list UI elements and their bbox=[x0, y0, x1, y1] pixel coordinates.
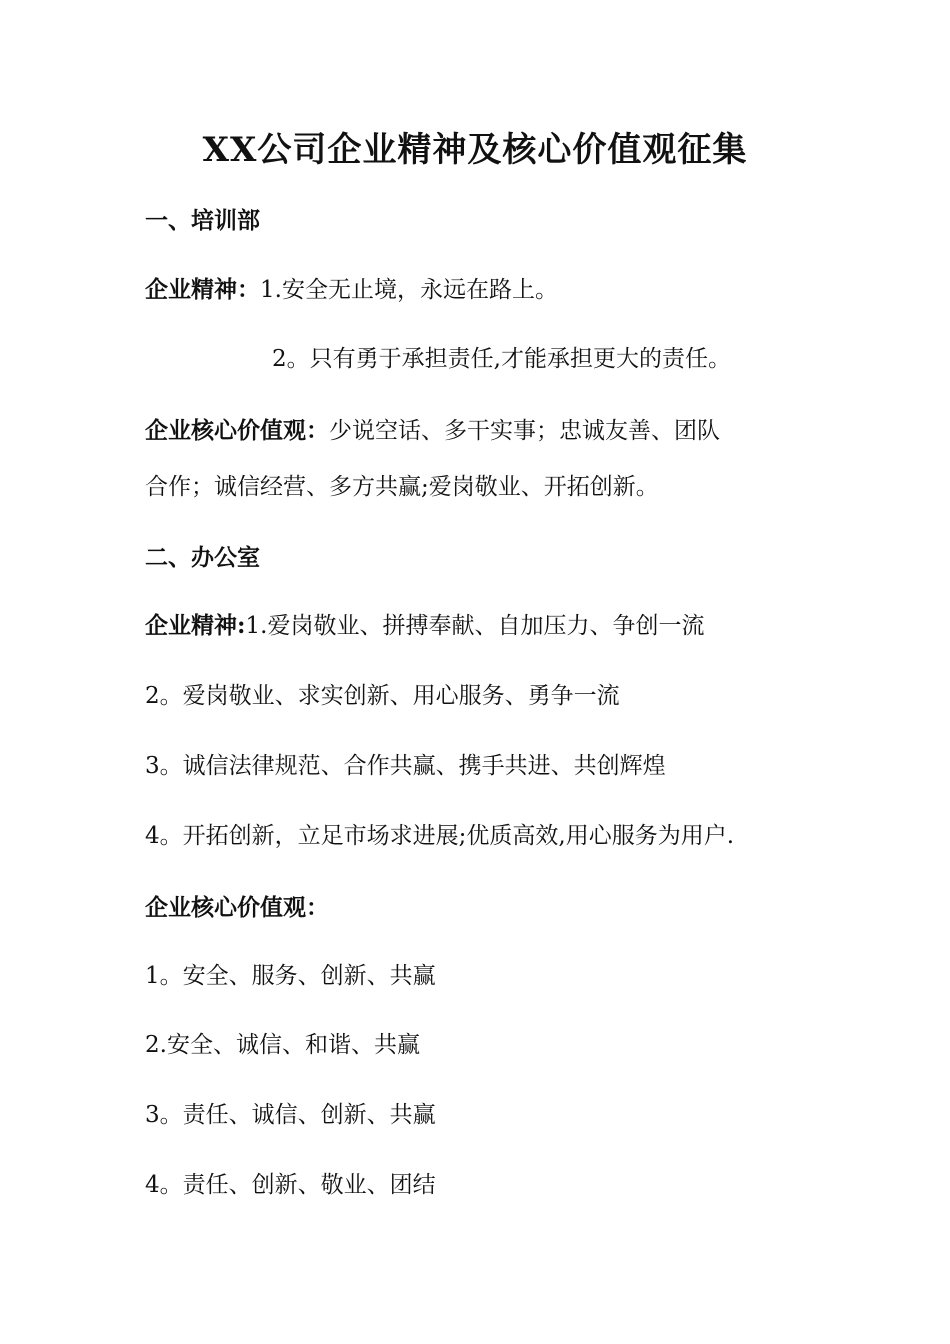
training-values-text-2: 合作；诚信经营、多方共赢;爱岗敬业、开拓创新。 bbox=[145, 474, 659, 500]
training-spirit-label: 企业精神： bbox=[145, 276, 260, 303]
section-heading-training: 一、培训部 bbox=[145, 207, 260, 234]
office-spirit-item-2: 2。爱岗敬业、求实创新、用心服务、勇争一流 bbox=[145, 683, 620, 709]
office-spirit-item-4: 4。开拓创新，立足市场求进展;优质高效,用心服务为用户. bbox=[145, 823, 735, 849]
office-spirit-label: 企业精神: bbox=[145, 612, 246, 639]
office-values-item-1: 1。安全、服务、创新、共赢 bbox=[145, 963, 436, 989]
training-values-label: 企业核心价值观： bbox=[145, 417, 329, 444]
office-spirit-item-1: 1.爱岗敬业、拼搏奉献、自加压力、争创一流 bbox=[245, 613, 705, 639]
office-values-item-2: 2.安全、诚信、和谐、共赢 bbox=[145, 1032, 420, 1058]
document-title: XX公司企业精神及核心价值观征集 bbox=[202, 130, 748, 170]
office-values-label: 企业核心价值观： bbox=[145, 894, 329, 921]
training-values-line-1 bbox=[145, 411, 835, 451]
section-heading-office: 二、办公室 bbox=[145, 544, 260, 571]
training-values-text-1: 少说空话、多干实事；忠诚友善、团队 bbox=[329, 418, 720, 444]
office-spirit-item-3: 3。诚信法律规范、合作共赢、携手共进、共创辉煌 bbox=[145, 753, 666, 779]
office-values-item-4: 4。责任、创新、敬业、团结 bbox=[145, 1172, 436, 1198]
training-spirit-item-2: 2。只有勇于承担责任,才能承担更大的责任。 bbox=[272, 346, 731, 372]
office-spirit-line bbox=[145, 606, 835, 646]
training-spirit-line bbox=[145, 270, 835, 310]
office-values-item-3: 3。责任、诚信、创新、共赢 bbox=[145, 1102, 436, 1128]
training-spirit-item-1: 1.安全无止境，永远在路上。 bbox=[260, 277, 558, 303]
